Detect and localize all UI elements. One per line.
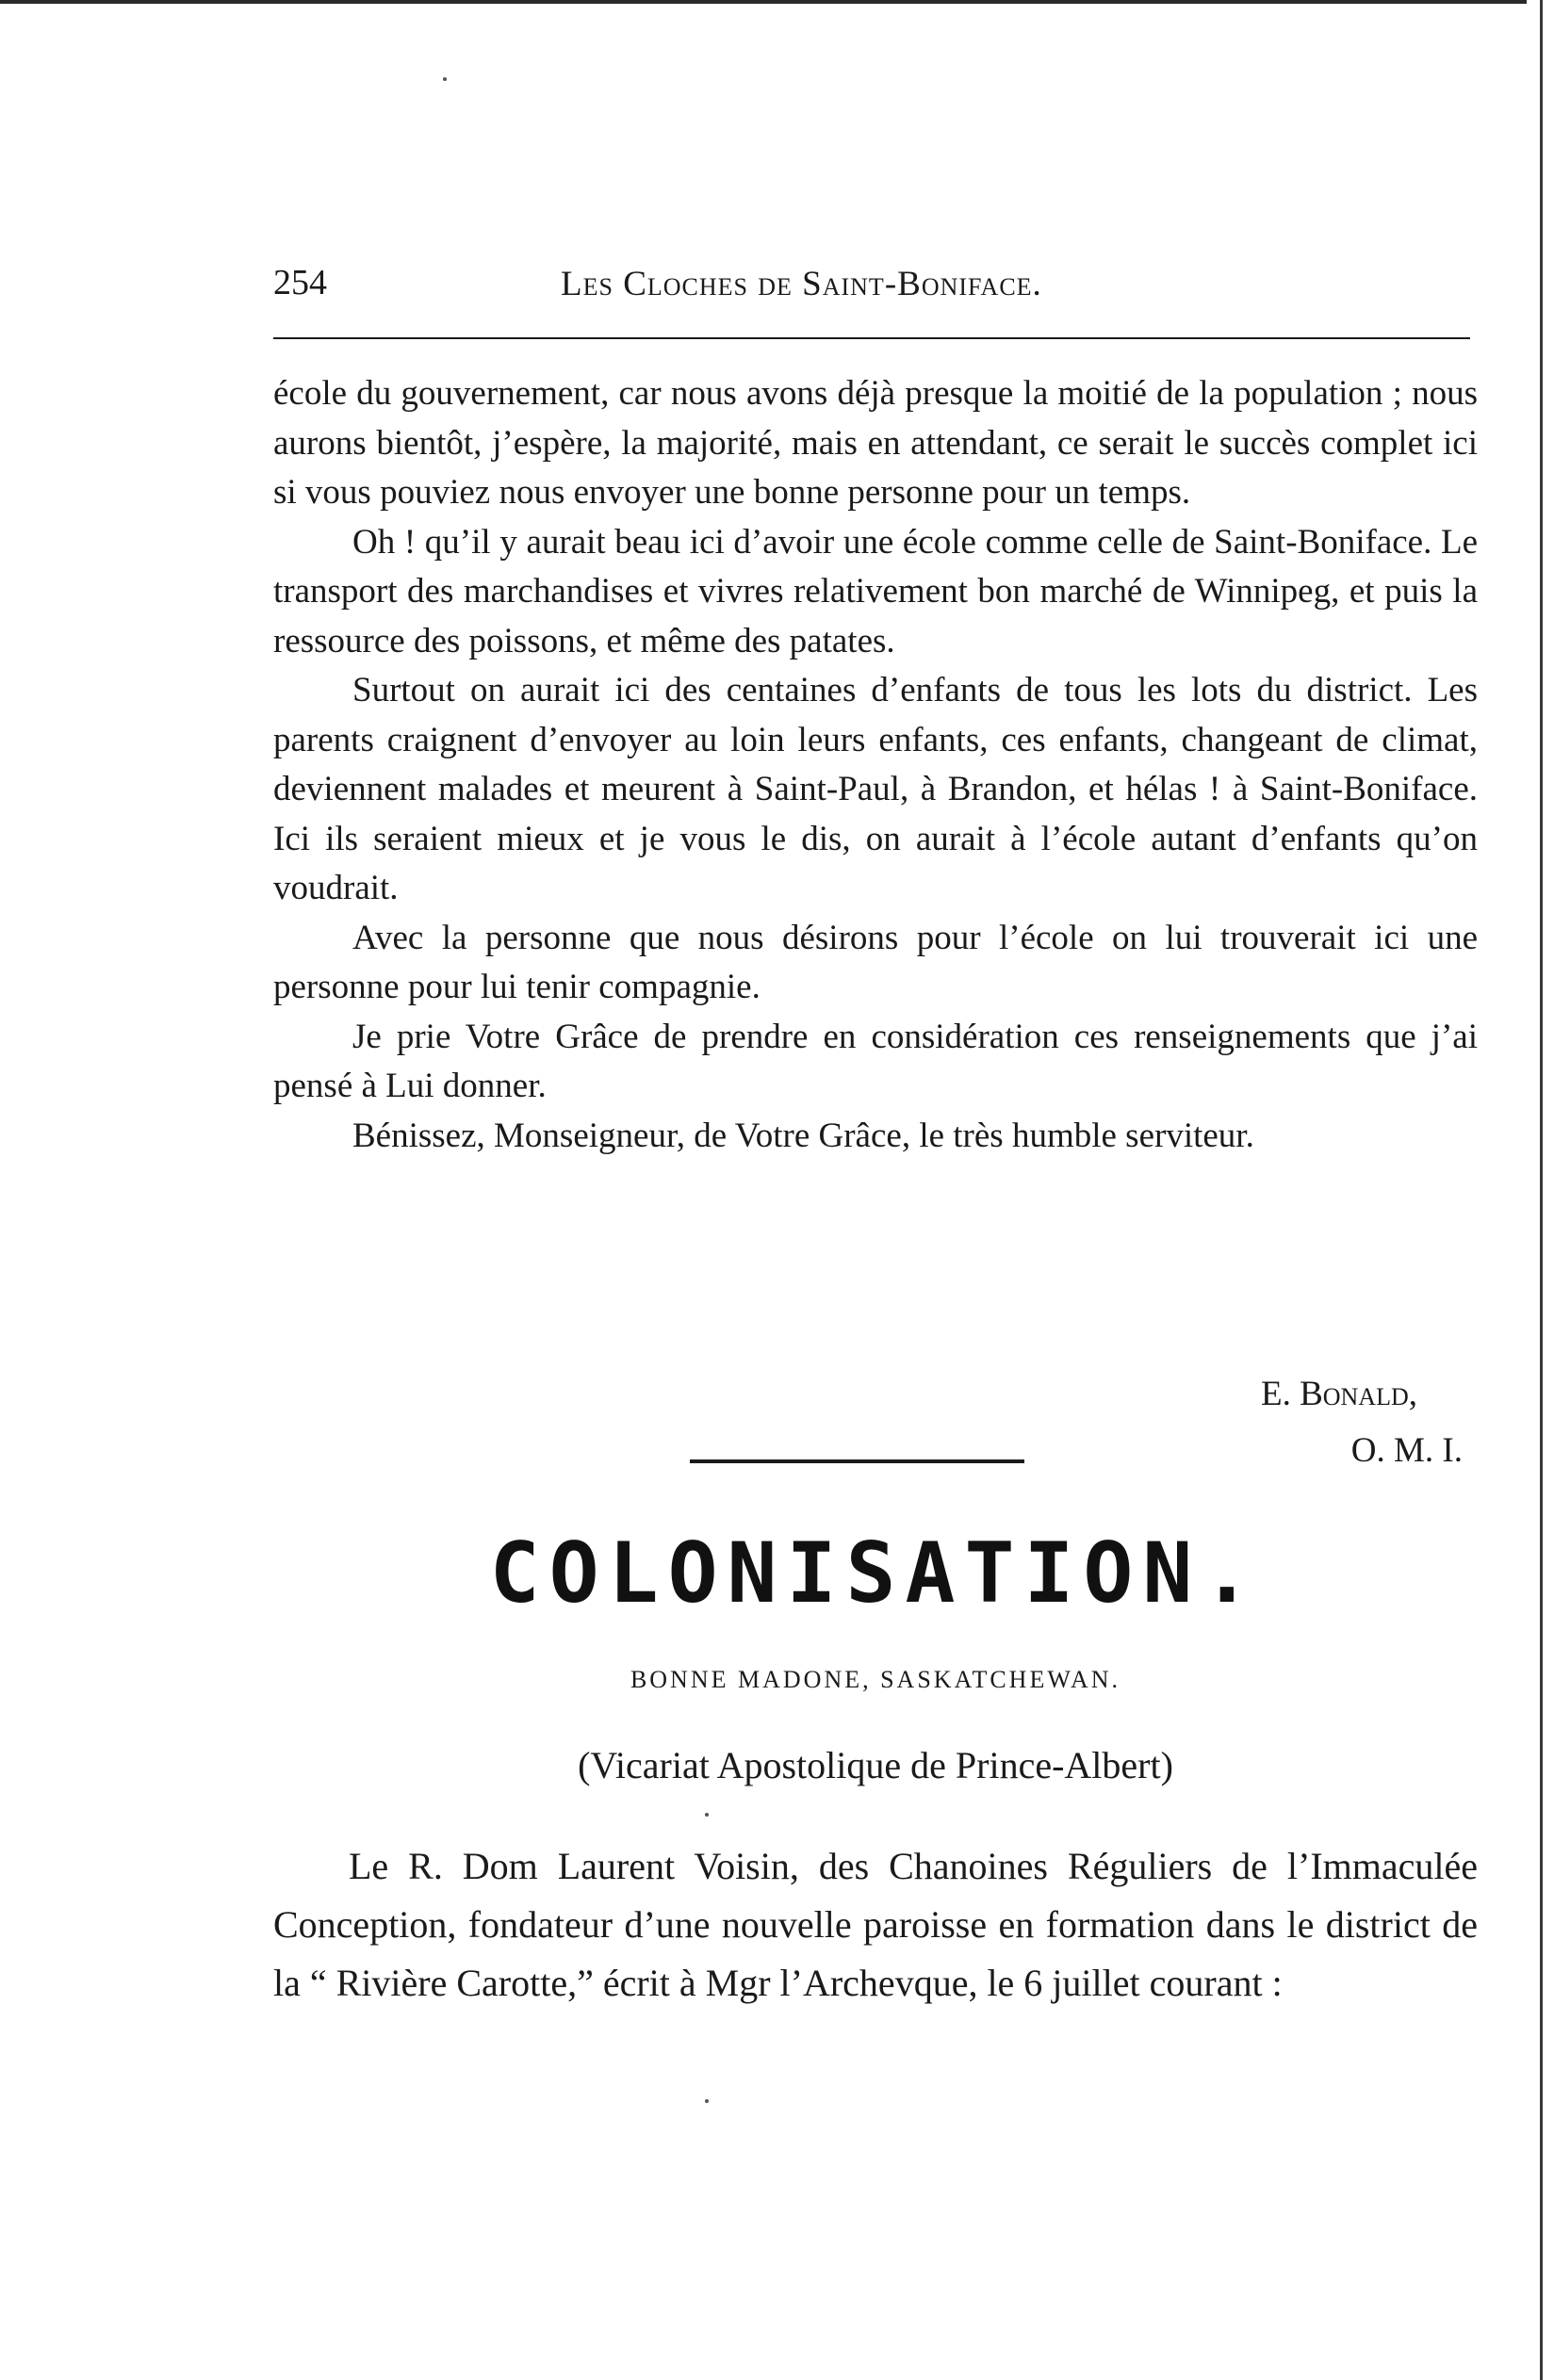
running-title: Les Cloches de Saint-Boniface.	[561, 265, 1042, 303]
signature-order: O. M. I.	[1350, 1431, 1463, 1470]
page-header	[273, 262, 1470, 318]
page-top-edge	[0, 0, 1554, 6]
header-rule	[273, 337, 1470, 339]
letter-paragraph-2: Oh ! qu’il y aurait beau ici d’avoir une école comme celle de Saint-Boniface. Le transport des marchandises et vivres relativement bon marché de Winnipeg, et puis la ressource des poissons, et même des patates.	[273, 522, 1478, 660]
letter-paragraph-3: Surtout on aurait ici des centaines d’enfants de tous les lots du district. Les parents craignent d’envoyer au loin leurs enfants, ces enfants, changeant de climat, deviennent malades et meurent à Saint-Paul, à Brandon, et hélas ! à Saint-Boniface. Ici ils seraient mieux et je vous le dis, on aurait à l’école autant d’enfants qu’on voudrait.	[273, 671, 1478, 907]
letter-paragraph-5: Je prie Votre Grâce de prendre en considération ces renseignements que j’ai pensé à Lui donner.	[273, 1017, 1478, 1105]
scan-speck	[705, 1813, 709, 1817]
colonisation-body	[273, 1837, 1478, 2013]
letter-body	[273, 369, 1478, 1161]
page-right-edge	[1540, 0, 1543, 2380]
colonisation-paragraph: Le R. Dom Laurent Voisin, des Chanoines Réguliers de l’Immaculée Conception, fondateur d’une nouvelle paroisse en formation dans le district de la “ Rivière Carotte,” écrit à Mgr l’Archevque, le 6 juillet courant :	[273, 1845, 1478, 2004]
section-divider	[690, 1459, 1024, 1463]
page-number: 254	[273, 263, 327, 302]
letter-paragraph-6: Bénissez, Monseigneur, de Votre Grâce, le très humble serviteur.	[352, 1116, 1254, 1155]
vicariate-subtitle: (Vicariat Apostolique de Prince-Albert)	[578, 1744, 1173, 1786]
location-heading: BONNE MADONE, SASKATCHEWAN.	[630, 1666, 1121, 1693]
scan-speck	[705, 2099, 709, 2103]
letter-paragraph-4: Avec la personne que nous désirons pour l’école on lui trouverait ici une personne pour lui tenir compagnie.	[273, 918, 1478, 1006]
section-title: COLONISATION.	[489, 1524, 1262, 1622]
signature-name: E. Bonald,	[1260, 1375, 1417, 1413]
scan-speck	[443, 77, 447, 81]
letter-paragraph-1: école du gouvernement, car nous avons déjà presque la moitié de la population ; nous aurons bientôt, j’espère, la majorité, mais en attendant, ce serait le succès complet ici si vous pouviez nous envoyer une bonne personne pour un temps.	[273, 374, 1478, 512]
